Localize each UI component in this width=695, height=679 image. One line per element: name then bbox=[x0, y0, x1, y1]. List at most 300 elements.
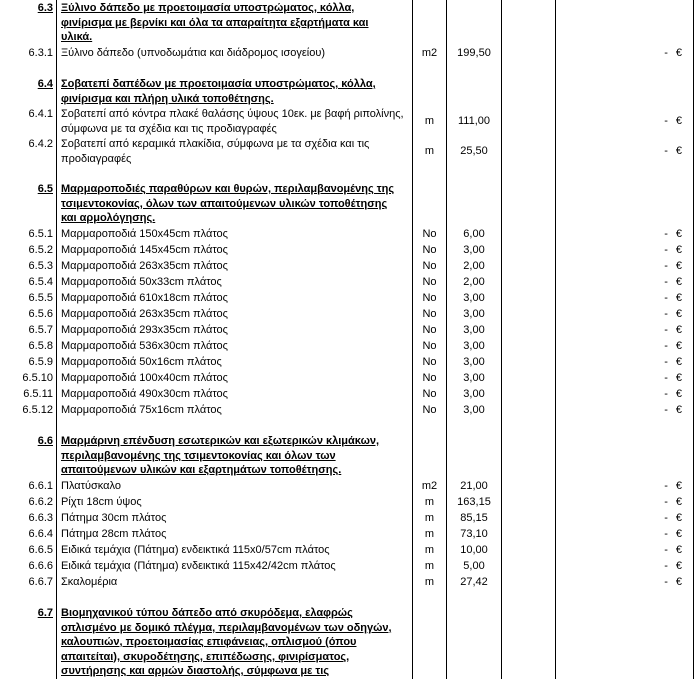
amount-cell bbox=[556, 45, 694, 61]
quantity: 3,00 bbox=[463, 243, 485, 256]
description-line bbox=[61, 227, 228, 242]
currency-symbol: € bbox=[675, 559, 682, 572]
item-number: 6.6.4 bbox=[28, 528, 53, 540]
description-text: Μαρμαροποδιά 610x18cm πλάτος bbox=[61, 292, 228, 304]
unit: m2 bbox=[421, 479, 438, 492]
amount-value: - bbox=[664, 559, 668, 572]
quantity-cell bbox=[447, 354, 502, 370]
quantity: 3,00 bbox=[463, 387, 485, 400]
amount-cell bbox=[556, 306, 694, 322]
section-title-line bbox=[61, 449, 336, 464]
description-cell bbox=[57, 542, 413, 558]
description-cell bbox=[57, 338, 413, 354]
description-text: Μαρμαροποδιά 293x35cm πλάτος bbox=[61, 324, 228, 336]
unit-cell bbox=[413, 494, 447, 510]
unit: m bbox=[424, 575, 435, 588]
quantity: 3,00 bbox=[463, 307, 485, 320]
section-title-line bbox=[61, 606, 353, 621]
description-line bbox=[61, 339, 228, 354]
quantity-cell bbox=[447, 322, 502, 338]
description-text: και αρμολόγησης. bbox=[61, 212, 156, 224]
amount-value: - bbox=[664, 114, 668, 127]
quantity: 3,00 bbox=[463, 355, 485, 368]
item-number-cell bbox=[0, 258, 57, 274]
quantity-cell bbox=[447, 338, 502, 354]
item-row bbox=[0, 526, 694, 542]
quantity-cell bbox=[447, 510, 502, 526]
description-text: Πλατύσκαλο bbox=[61, 480, 121, 492]
amount-value: - bbox=[664, 144, 668, 157]
unit-cell bbox=[413, 338, 447, 354]
section-number: 6.7 bbox=[37, 607, 53, 619]
description-line bbox=[61, 479, 121, 494]
unit-cell bbox=[413, 510, 447, 526]
item-number-cell bbox=[0, 45, 57, 61]
description-line bbox=[61, 403, 222, 418]
unit-cell bbox=[413, 433, 447, 478]
description-cell bbox=[57, 558, 413, 574]
quantity-cell bbox=[447, 181, 502, 226]
unit-price-cell bbox=[502, 558, 556, 574]
item-number: 6.6.2 bbox=[28, 496, 53, 508]
quantity-cell bbox=[447, 542, 502, 558]
quantity: 3,00 bbox=[463, 323, 485, 336]
currency-symbol: € bbox=[675, 259, 682, 272]
unit-price-cell bbox=[502, 274, 556, 290]
unit: m bbox=[424, 527, 435, 540]
blank-row bbox=[0, 418, 694, 433]
amount-cell bbox=[556, 61, 694, 76]
unit: m bbox=[424, 495, 435, 508]
quantity: 3,00 bbox=[463, 339, 485, 352]
description-text: απαιτείται), σκυροδέτησης, επιπέδωσης, φινιρίσματος, bbox=[61, 650, 350, 663]
section-title-line bbox=[61, 16, 368, 31]
section-row bbox=[0, 433, 694, 478]
section-title-line bbox=[61, 664, 329, 679]
unit-price-cell bbox=[502, 306, 556, 322]
description-line bbox=[61, 259, 228, 274]
section-row bbox=[0, 605, 694, 679]
quantity-cell bbox=[447, 418, 502, 433]
description-text: τσιμεντοκονίας, όλων των απαιτούμενων υλικών τοποθέτησης bbox=[61, 197, 388, 210]
quantity: 85,15 bbox=[460, 511, 488, 524]
currency-symbol: € bbox=[675, 495, 682, 508]
item-number-cell bbox=[0, 76, 57, 106]
item-number-cell bbox=[0, 61, 57, 76]
amount-value: - bbox=[664, 543, 668, 556]
description-text: φινίρισμα με βερνίκι και όλα τα απαραίτητα εξαρτήματα και bbox=[61, 16, 369, 29]
item-row bbox=[0, 386, 694, 402]
item-number: 6.5.3 bbox=[28, 260, 53, 272]
unit-price-cell bbox=[502, 106, 556, 136]
quantity: 25,50 bbox=[460, 144, 488, 157]
item-number-cell bbox=[0, 526, 57, 542]
item-row bbox=[0, 242, 694, 258]
unit-cell bbox=[413, 242, 447, 258]
unit-price-cell bbox=[502, 354, 556, 370]
unit: No bbox=[422, 243, 437, 256]
section-number: 6.3 bbox=[37, 2, 53, 14]
description-cell bbox=[57, 76, 413, 106]
section-title-line bbox=[61, 211, 155, 226]
unit: No bbox=[422, 339, 437, 352]
item-number: 6.5.11 bbox=[23, 388, 53, 400]
unit: No bbox=[422, 403, 437, 416]
unit-cell bbox=[413, 558, 447, 574]
amount-value: - bbox=[664, 259, 668, 272]
item-number-cell bbox=[0, 354, 57, 370]
unit-price-cell bbox=[502, 0, 556, 45]
description-line bbox=[61, 307, 228, 322]
unit: No bbox=[422, 259, 437, 272]
description-line bbox=[61, 122, 277, 137]
quantity-cell bbox=[447, 386, 502, 402]
unit-price-cell bbox=[502, 258, 556, 274]
quantity: 73,10 bbox=[460, 527, 488, 540]
item-number: 6.5.5 bbox=[28, 292, 53, 304]
amount-cell bbox=[556, 258, 694, 274]
item-row bbox=[0, 574, 694, 590]
currency-symbol: € bbox=[675, 339, 682, 352]
description-line bbox=[61, 355, 222, 370]
description-text: Μαρμάρινη επένδυση εσωτερικών και εξωτερικών κλιμάκων, bbox=[61, 435, 380, 447]
quantity: 6,00 bbox=[463, 227, 485, 240]
item-number: 6.5.10 bbox=[22, 372, 53, 384]
description-cell bbox=[57, 605, 413, 679]
item-number-cell bbox=[0, 0, 57, 45]
quantity-cell bbox=[447, 274, 502, 290]
description-text: Πάτημα 30cm πλάτος bbox=[61, 512, 167, 524]
amount-cell bbox=[556, 370, 694, 386]
item-number-cell bbox=[0, 290, 57, 306]
item-number: 6.5.1 bbox=[28, 228, 53, 240]
item-number: 6.6.6 bbox=[28, 560, 53, 572]
unit-price-cell bbox=[502, 61, 556, 76]
quantity: 21,00 bbox=[460, 479, 488, 492]
unit-cell bbox=[413, 418, 447, 433]
description-text: Ξύλινο δάπεδο (υπνοδωμάτια και διάδρομος ισογείου) bbox=[61, 47, 326, 59]
quantity: 3,00 bbox=[463, 371, 485, 384]
description-cell bbox=[57, 478, 413, 494]
quantity-cell bbox=[447, 494, 502, 510]
section-number: 6.6 bbox=[37, 435, 53, 447]
description-text: Σοβατεπί από κεραμικά πλακίδια, σύμφωνα με τα σχέδια και τις bbox=[61, 138, 370, 150]
amount-cell bbox=[556, 136, 694, 166]
item-number-cell bbox=[0, 242, 57, 258]
description-line bbox=[61, 575, 117, 590]
amount-value: - bbox=[664, 275, 668, 288]
quantity-cell bbox=[447, 574, 502, 590]
item-number: 6.4.2 bbox=[28, 138, 53, 150]
section-title-line bbox=[61, 463, 341, 478]
item-row bbox=[0, 494, 694, 510]
quantity: 10,00 bbox=[460, 543, 488, 556]
amount-value: - bbox=[664, 495, 668, 508]
unit-price-cell bbox=[502, 290, 556, 306]
blank-row bbox=[0, 166, 694, 181]
item-number-cell bbox=[0, 478, 57, 494]
quantity: 3,00 bbox=[463, 403, 485, 416]
description-text: φινίρισμα και πλήρη υλικά τοποθέτησης. bbox=[61, 92, 274, 105]
description-text: συντήρησης και αρμών διαστολής, σύμφωνα με τις bbox=[61, 665, 330, 677]
description-text: Σοβατεπί δαπέδων με προετοιμασία υποστρώματος, κόλλα, bbox=[61, 78, 376, 90]
description-cell bbox=[57, 45, 413, 61]
quantity-cell bbox=[447, 290, 502, 306]
item-row bbox=[0, 402, 694, 418]
amount-cell bbox=[556, 558, 694, 574]
unit-price-cell bbox=[502, 478, 556, 494]
unit-price-cell bbox=[502, 574, 556, 590]
description-text: περιλαμβανομένης της τσιμεντοκονίας και όλων των bbox=[61, 449, 336, 462]
unit-cell bbox=[413, 166, 447, 181]
unit-cell bbox=[413, 402, 447, 418]
item-number-cell bbox=[0, 433, 57, 478]
section-title-line bbox=[61, 635, 356, 650]
unit-cell bbox=[413, 106, 447, 136]
description-line bbox=[61, 137, 369, 152]
item-number: 6.6.7 bbox=[28, 576, 53, 588]
amount-cell bbox=[556, 338, 694, 354]
item-row bbox=[0, 290, 694, 306]
description-line bbox=[61, 107, 404, 122]
description-text: Σοβατεπί από κόντρα πλακέ θαλάσης ύψους 10εκ. με βαφή ριπολίνης, bbox=[61, 108, 404, 120]
unit-price-cell bbox=[502, 338, 556, 354]
unit-price-cell bbox=[502, 136, 556, 166]
amount-cell bbox=[556, 290, 694, 306]
item-number-cell bbox=[0, 386, 57, 402]
description-cell bbox=[57, 590, 413, 605]
quantity: 2,00 bbox=[463, 275, 485, 288]
section-title-line bbox=[61, 30, 92, 45]
unit-cell bbox=[413, 136, 447, 166]
amount-cell bbox=[556, 0, 694, 45]
amount-cell bbox=[556, 402, 694, 418]
unit-cell bbox=[413, 306, 447, 322]
unit: m2 bbox=[421, 46, 438, 59]
amount-value: - bbox=[664, 511, 668, 524]
section-row bbox=[0, 181, 694, 226]
currency-symbol: € bbox=[675, 46, 682, 59]
quantity-cell bbox=[447, 590, 502, 605]
amount-cell bbox=[556, 542, 694, 558]
description-text: Μαρμαροποδιά 536x30cm πλάτος bbox=[61, 340, 228, 352]
quantity-cell bbox=[447, 106, 502, 136]
quantity-cell bbox=[447, 558, 502, 574]
amount-cell bbox=[556, 242, 694, 258]
blank-row bbox=[0, 590, 694, 605]
quantity-cell bbox=[447, 258, 502, 274]
amount-value: - bbox=[664, 307, 668, 320]
description-text: Βιομηχανικού τύπου δάπεδο από σκυρόδεμα, ελαφρώς bbox=[61, 607, 353, 619]
amount-cell bbox=[556, 574, 694, 590]
description-line bbox=[61, 243, 228, 258]
description-line bbox=[61, 275, 222, 290]
section-title-line bbox=[61, 621, 392, 636]
item-number-cell bbox=[0, 166, 57, 181]
unit-price-cell bbox=[502, 510, 556, 526]
description-line bbox=[61, 511, 166, 526]
item-row bbox=[0, 226, 694, 242]
quantity-cell bbox=[447, 136, 502, 166]
item-number: 6.5.8 bbox=[28, 340, 53, 352]
description-text: σύμφωνα με τα σχέδια και τις προδιαγραφές bbox=[61, 122, 277, 135]
currency-symbol: € bbox=[675, 307, 682, 320]
unit-price-cell bbox=[502, 322, 556, 338]
description-text: Μαρμαροποδιά 100x40cm πλάτος bbox=[61, 372, 228, 384]
description-cell bbox=[57, 0, 413, 45]
item-number-cell bbox=[0, 106, 57, 136]
amount-cell bbox=[556, 274, 694, 290]
quantity-cell bbox=[447, 306, 502, 322]
unit-cell bbox=[413, 590, 447, 605]
section-number: 6.5 bbox=[37, 183, 53, 195]
amount-cell bbox=[556, 526, 694, 542]
amount-value: - bbox=[664, 46, 668, 59]
unit-price-cell bbox=[502, 166, 556, 181]
section-number: 6.4 bbox=[37, 78, 53, 90]
currency-symbol: € bbox=[675, 527, 682, 540]
quantity: 199,50 bbox=[457, 46, 491, 59]
description-line bbox=[61, 291, 228, 306]
unit-cell bbox=[413, 45, 447, 61]
description-cell bbox=[57, 166, 413, 181]
section-row bbox=[0, 0, 694, 45]
description-text: Μαρμαροποδιά 50x33cm πλάτος bbox=[61, 276, 222, 288]
description-cell bbox=[57, 370, 413, 386]
description-line bbox=[61, 543, 330, 558]
amount-cell bbox=[556, 478, 694, 494]
section-title-line bbox=[61, 77, 376, 92]
description-text: Μαρμαροποδιά 490x30cm πλάτος bbox=[61, 388, 228, 400]
quantity-cell bbox=[447, 478, 502, 494]
item-number-cell bbox=[0, 574, 57, 590]
description-line bbox=[61, 371, 228, 386]
section-title-line bbox=[61, 92, 274, 107]
item-row bbox=[0, 478, 694, 494]
unit-price-cell bbox=[502, 226, 556, 242]
description-text: υλικά. bbox=[61, 31, 93, 43]
item-row bbox=[0, 542, 694, 558]
item-row bbox=[0, 306, 694, 322]
item-number-cell bbox=[0, 370, 57, 386]
amount-cell bbox=[556, 590, 694, 605]
description-cell bbox=[57, 418, 413, 433]
currency-symbol: € bbox=[675, 387, 682, 400]
amount-cell bbox=[556, 386, 694, 402]
currency-symbol: € bbox=[675, 275, 682, 288]
currency-symbol: € bbox=[675, 114, 682, 127]
item-number: 6.5.7 bbox=[28, 324, 53, 336]
item-number: 6.5.12 bbox=[22, 404, 53, 416]
quantity-cell bbox=[447, 605, 502, 679]
quantity-cell bbox=[447, 226, 502, 242]
unit-cell bbox=[413, 542, 447, 558]
amount-cell bbox=[556, 76, 694, 106]
unit-cell bbox=[413, 386, 447, 402]
unit-cell bbox=[413, 0, 447, 45]
description-line bbox=[61, 387, 228, 402]
unit-price-cell bbox=[502, 181, 556, 226]
quantity: 163,15 bbox=[457, 495, 491, 508]
item-number: 6.3.1 bbox=[28, 47, 53, 59]
quantity-cell bbox=[447, 433, 502, 478]
unit: No bbox=[422, 275, 437, 288]
unit-price-cell bbox=[502, 526, 556, 542]
description-text: Ειδικά τεμάχια (Πάτημα) ενδεικτικά 115x42/42cm πλάτος bbox=[61, 560, 336, 572]
quantity: 3,00 bbox=[463, 291, 485, 304]
unit: m bbox=[424, 144, 435, 157]
description-cell bbox=[57, 574, 413, 590]
item-number-cell bbox=[0, 338, 57, 354]
item-number-cell bbox=[0, 136, 57, 166]
unit-price-cell bbox=[502, 76, 556, 106]
amount-cell bbox=[556, 322, 694, 338]
description-text: Μαρμαροποδιά 263x35cm πλάτος bbox=[61, 308, 228, 320]
unit-cell bbox=[413, 290, 447, 306]
unit-price-cell bbox=[502, 542, 556, 558]
item-row bbox=[0, 510, 694, 526]
amount-value: - bbox=[664, 339, 668, 352]
quantity-cell bbox=[447, 45, 502, 61]
quantity-cell bbox=[447, 61, 502, 76]
unit-price-cell bbox=[502, 45, 556, 61]
amount-value: - bbox=[664, 575, 668, 588]
item-number: 6.5.9 bbox=[28, 356, 53, 368]
section-title-line bbox=[61, 182, 394, 197]
description-text: Ξύλινο δάπεδο με προετοιμασία υποστρώματος, κόλλα, bbox=[61, 2, 355, 14]
item-number: 6.6.1 bbox=[28, 480, 53, 492]
item-number: 6.6.5 bbox=[28, 544, 53, 556]
description-line bbox=[61, 323, 228, 338]
unit-price-cell bbox=[502, 370, 556, 386]
item-number-cell bbox=[0, 306, 57, 322]
quantity-cell bbox=[447, 370, 502, 386]
description-cell bbox=[57, 290, 413, 306]
amount-cell bbox=[556, 605, 694, 679]
item-number-cell bbox=[0, 226, 57, 242]
quantity-cell bbox=[447, 402, 502, 418]
description-line bbox=[61, 527, 166, 542]
item-number-cell bbox=[0, 274, 57, 290]
unit-cell bbox=[413, 181, 447, 226]
currency-symbol: € bbox=[675, 371, 682, 384]
unit: No bbox=[422, 307, 437, 320]
blank-row bbox=[0, 61, 694, 76]
description-text: Μαρμαροποδιά 50x16cm πλάτος bbox=[61, 356, 222, 368]
description-text: Ρίχτι 18cm ύψος bbox=[61, 496, 142, 508]
description-cell bbox=[57, 181, 413, 226]
currency-symbol: € bbox=[675, 511, 682, 524]
unit-price-cell bbox=[502, 386, 556, 402]
description-text: καλουπιών, προετοιμασίας επιφάνειας, οπλισμού (όπου bbox=[61, 636, 357, 648]
amount-cell bbox=[556, 106, 694, 136]
item-number-cell bbox=[0, 510, 57, 526]
quantity: 111,00 bbox=[457, 114, 490, 127]
unit: m bbox=[424, 511, 435, 524]
item-row bbox=[0, 338, 694, 354]
currency-symbol: € bbox=[675, 291, 682, 304]
unit: No bbox=[422, 355, 437, 368]
quantity-cell bbox=[447, 166, 502, 181]
description-text: Πάτημα 28cm πλάτος bbox=[61, 528, 167, 540]
section-title-line bbox=[61, 434, 379, 449]
amount-value: - bbox=[664, 403, 668, 416]
description-cell bbox=[57, 274, 413, 290]
description-line bbox=[61, 495, 142, 510]
description-cell bbox=[57, 106, 413, 136]
currency-symbol: € bbox=[675, 403, 682, 416]
currency-symbol: € bbox=[675, 227, 682, 240]
